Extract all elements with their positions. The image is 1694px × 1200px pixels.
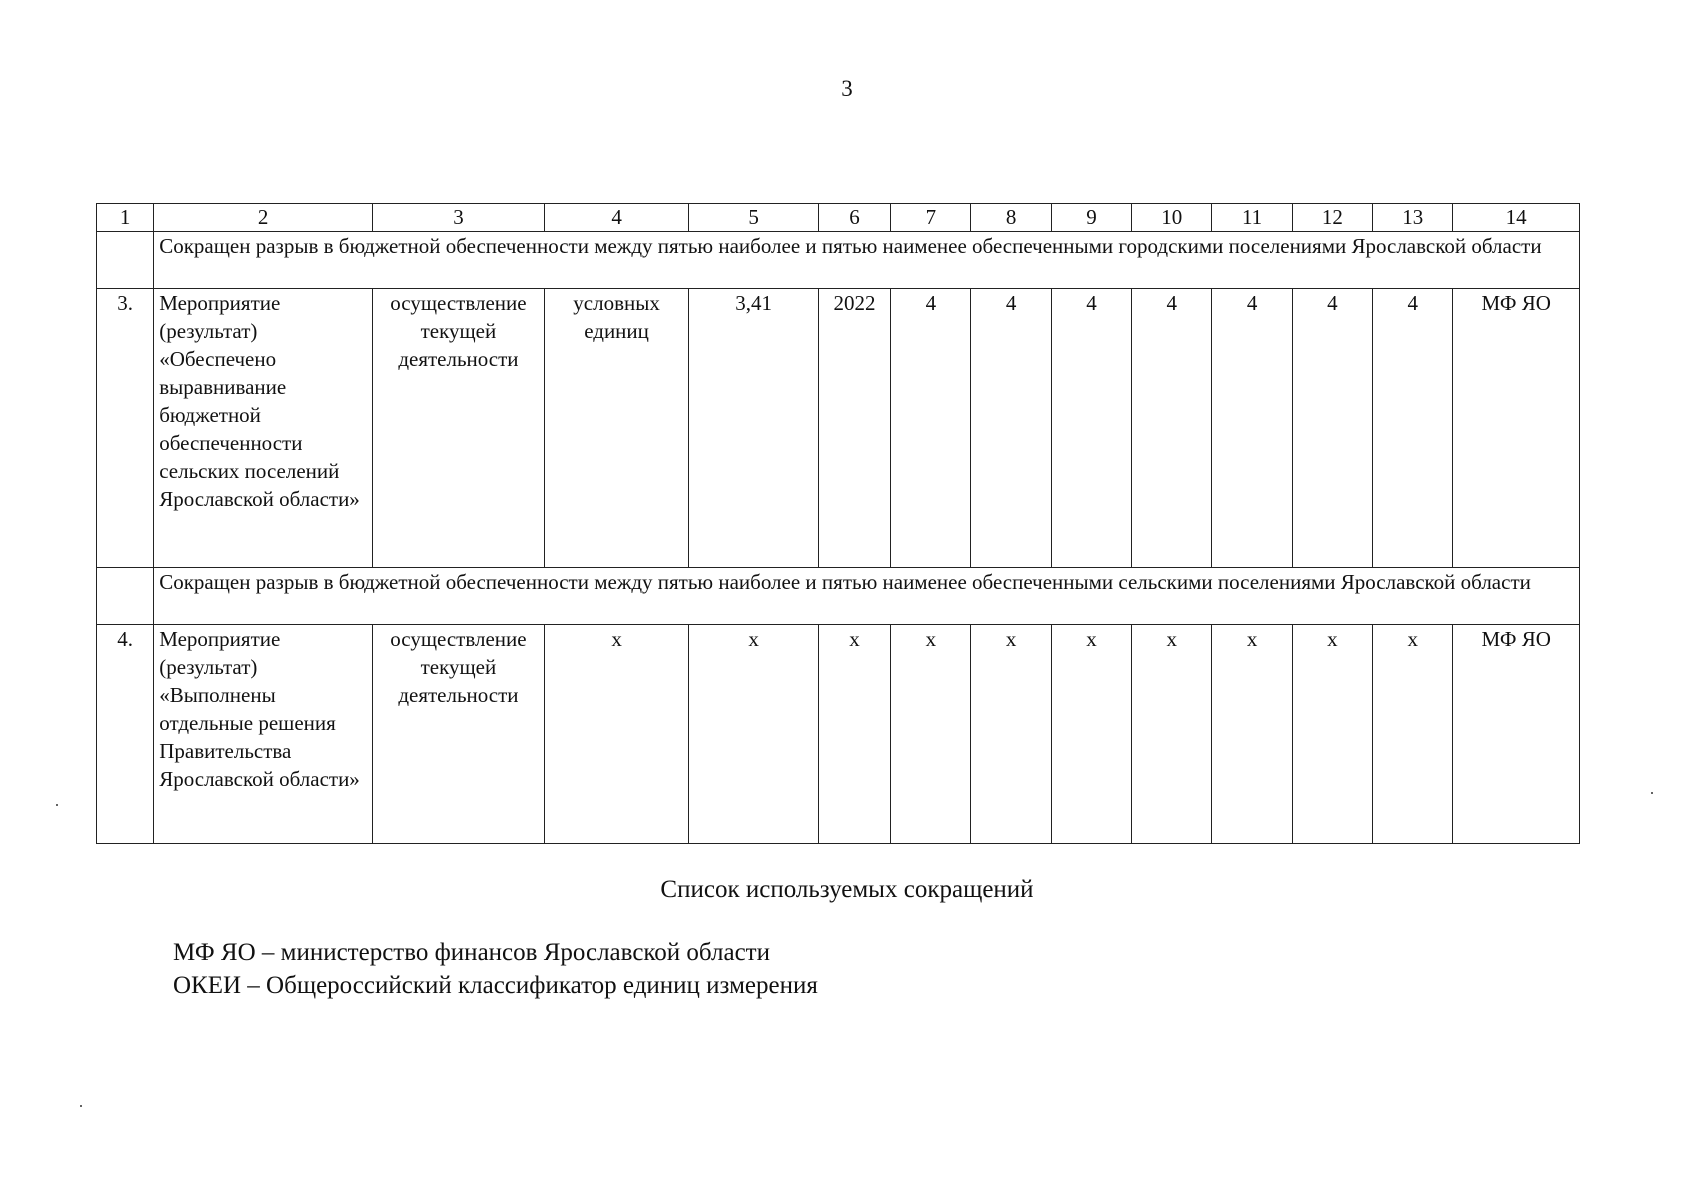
value-cell: х xyxy=(1373,625,1453,844)
unit-cell: х xyxy=(544,625,689,844)
abbreviation-item: ОКЕИ – Общероссийский классификатор единиц измерения xyxy=(173,972,818,999)
column-number: 8 xyxy=(971,204,1051,232)
column-number: 1 xyxy=(97,204,154,232)
base-year-cell: 2022 xyxy=(818,289,890,568)
table-row xyxy=(97,289,1580,568)
column-number: 12 xyxy=(1292,204,1372,232)
page-number: 3 xyxy=(841,76,853,101)
empty-cell xyxy=(97,232,154,289)
event-type: осуществление текущей деятельности xyxy=(373,289,545,568)
column-number: 3 xyxy=(373,204,545,232)
column-number: 10 xyxy=(1132,204,1212,232)
abbreviations-title: Список используемых сокращений xyxy=(660,876,1034,903)
table-group-row xyxy=(97,232,1580,289)
value-cell: 4 xyxy=(1051,289,1131,568)
scan-speck xyxy=(56,804,58,806)
event-name: Мероприятие (результат) «Обеспечено выравнивание бюджетной обеспеченности сельских поселений Ярославской области» xyxy=(154,289,373,568)
column-number: 6 xyxy=(818,204,890,232)
column-number: 11 xyxy=(1212,204,1292,232)
base-year-cell: х xyxy=(818,625,890,844)
indicators-table xyxy=(96,203,1580,844)
column-number: 14 xyxy=(1453,204,1580,232)
value-cell: х xyxy=(1292,625,1372,844)
value-cell: х xyxy=(1051,625,1131,844)
column-number: 7 xyxy=(891,204,971,232)
event-name: Мероприятие (результат) «Выполнены отдельные решения Правительства Ярославской области» xyxy=(154,625,373,844)
base-value-cell: х xyxy=(689,625,819,844)
value-cell: 4 xyxy=(891,289,971,568)
column-number: 9 xyxy=(1051,204,1131,232)
abbreviation-item: МФ ЯО – министерство финансов Ярославской области xyxy=(173,939,770,966)
value-cell: х xyxy=(971,625,1051,844)
empty-cell xyxy=(97,568,154,625)
responsible-cell: МФ ЯО xyxy=(1453,625,1580,844)
table-header-row xyxy=(97,204,1580,232)
column-number: 4 xyxy=(544,204,689,232)
value-cell: 4 xyxy=(1292,289,1372,568)
value-cell: х xyxy=(1132,625,1212,844)
value-cell: 4 xyxy=(1132,289,1212,568)
unit-cell: условных единиц xyxy=(544,289,689,568)
group-title: Сокращен разрыв в бюджетной обеспеченности между пятью наиболее и пятью наименее обеспеченными городскими поселениями Ярославской области xyxy=(154,232,1580,289)
column-number: 2 xyxy=(154,204,373,232)
abbreviations-list xyxy=(173,936,818,1002)
group-title: Сокращен разрыв в бюджетной обеспеченности между пятью наиболее и пятью наименее обеспеченными сельскими поселениями Ярославской области xyxy=(154,568,1580,625)
table-row xyxy=(97,625,1580,844)
value-cell: 4 xyxy=(1212,289,1292,568)
column-number: 13 xyxy=(1373,204,1453,232)
column-number: 5 xyxy=(689,204,819,232)
scan-speck xyxy=(1651,792,1653,794)
value-cell: х xyxy=(891,625,971,844)
value-cell: 4 xyxy=(1373,289,1453,568)
event-type: осуществление текущей деятельности xyxy=(373,625,545,844)
responsible-cell: МФ ЯО xyxy=(1453,289,1580,568)
table-group-row xyxy=(97,568,1580,625)
base-value-cell: 3,41 xyxy=(689,289,819,568)
value-cell: х xyxy=(1212,625,1292,844)
value-cell: 4 xyxy=(971,289,1051,568)
scan-speck xyxy=(80,1105,82,1107)
row-number: 3. xyxy=(97,289,154,568)
row-number: 4. xyxy=(97,625,154,844)
